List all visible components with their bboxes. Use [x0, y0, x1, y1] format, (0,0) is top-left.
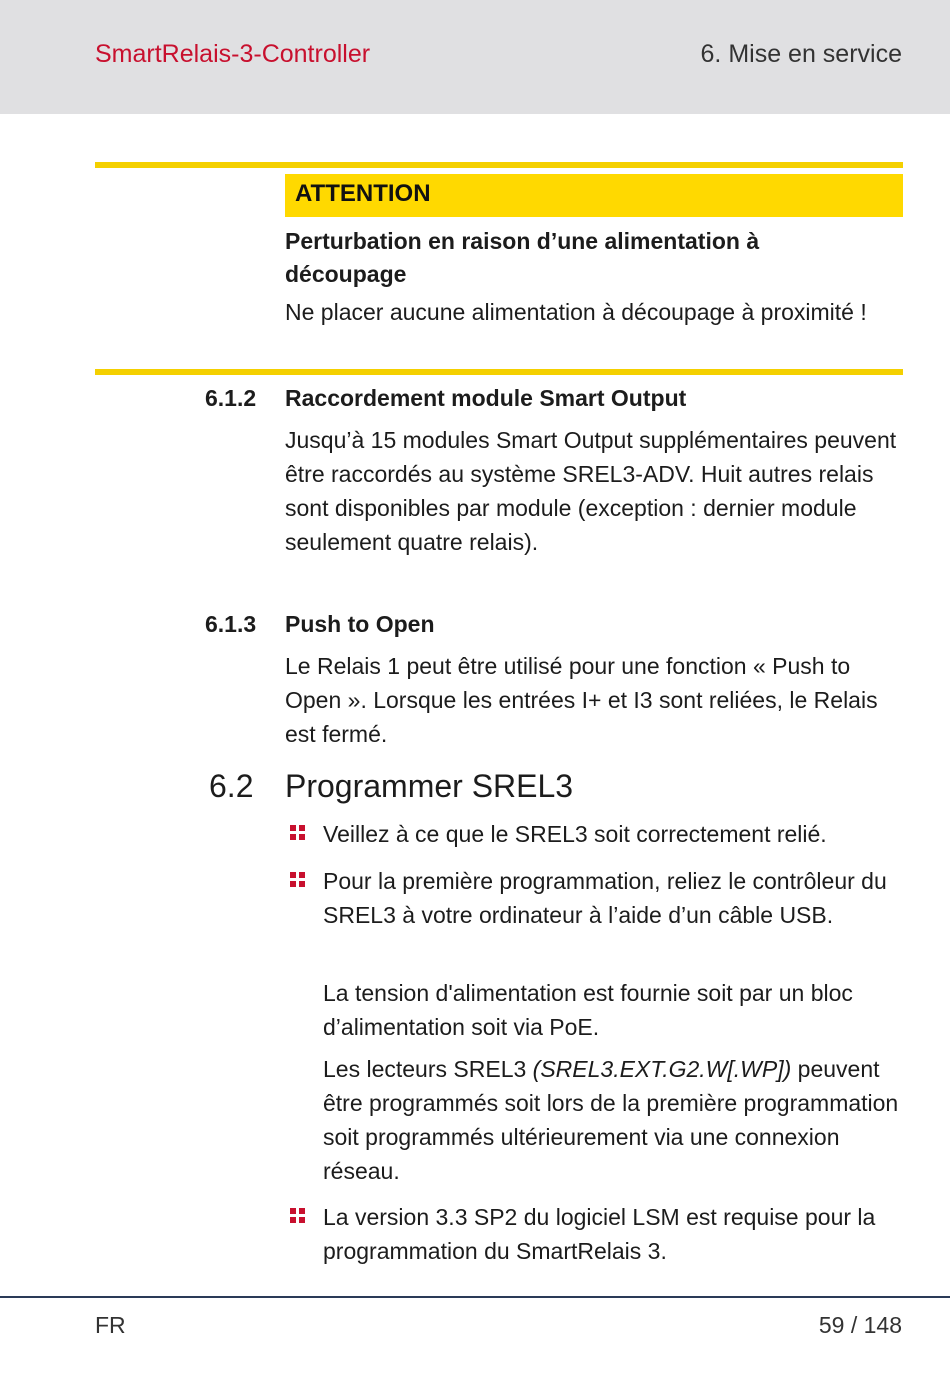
- attention-label: ATTENTION: [295, 180, 431, 207]
- section-number-6-1-2: 6.1.2: [205, 385, 257, 411]
- bullet-icon: [290, 1208, 306, 1224]
- bullet-icon: [290, 825, 306, 841]
- readers-model: (SREL3.EXT.G2.W[.WP]): [532, 1056, 792, 1082]
- footer-rule: [0, 1296, 950, 1298]
- attention-banner: [285, 174, 903, 217]
- bullet-text-1: Veillez à ce que le SREL3 soit correctement relié.: [323, 821, 827, 847]
- readers-text-start: Les lecteurs SREL3: [323, 1056, 533, 1082]
- bullet-icon: [290, 872, 306, 888]
- paragraph-power-supply: La tension d'alimentation est fournie soit par un bloc d’alimentation soit via PoE.: [323, 980, 853, 1040]
- attention-title: Perturbation en raison d’une alimentation à découpage: [285, 228, 760, 287]
- readers-text-end: peuvent être programmés soit lors de la première programmation soit programmés ultérieurement via une connexion réseau.: [323, 1056, 899, 1184]
- section-text-6-1-2: Jusqu’à 15 modules Smart Output supplémentaires peuvent être raccordés au système SREL3-ADV. Huit autres relais sont disponibles par module (exception : dernier module seulement quatre relais).: [285, 427, 897, 555]
- paragraph-readers: [323, 1052, 908, 1188]
- bullet-text-3: La version 3.3 SP2 du logiciel LSM est requise pour la programmation du SmartRelais 3.: [323, 1204, 876, 1264]
- document-title: SmartRelais-3-Controller: [95, 40, 371, 68]
- attention-text: Ne placer aucune alimentation à découpage à proximité !: [285, 299, 867, 325]
- section-number-6-2: 6.2: [209, 768, 254, 804]
- attention-top-rule: [95, 162, 903, 168]
- page-number: 59 / 148: [818, 1312, 902, 1338]
- page-header: [0, 0, 950, 114]
- section-title-6-1-2: Raccordement module Smart Output: [285, 385, 687, 411]
- section-text-6-1-3: Le Relais 1 peut être utilisé pour une fonction « Push to Open ». Lorsque les entrées I+ et I3 sont reliées, le Relais est fermé.: [285, 653, 878, 747]
- section-title-6-2: Programmer SREL3: [285, 768, 574, 804]
- bullet-text-2: Pour la première programmation, reliez le contrôleur du SREL3 à votre ordinateur à l’aide d’un câble USB.: [323, 868, 887, 928]
- section-title-6-1-3: Push to Open: [285, 611, 435, 637]
- section-number-6-1-3: 6.1.3: [205, 611, 257, 637]
- attention-bottom-rule: [95, 369, 903, 375]
- footer-language: FR: [95, 1312, 126, 1338]
- chapter-title: 6. Mise en service: [700, 40, 902, 68]
